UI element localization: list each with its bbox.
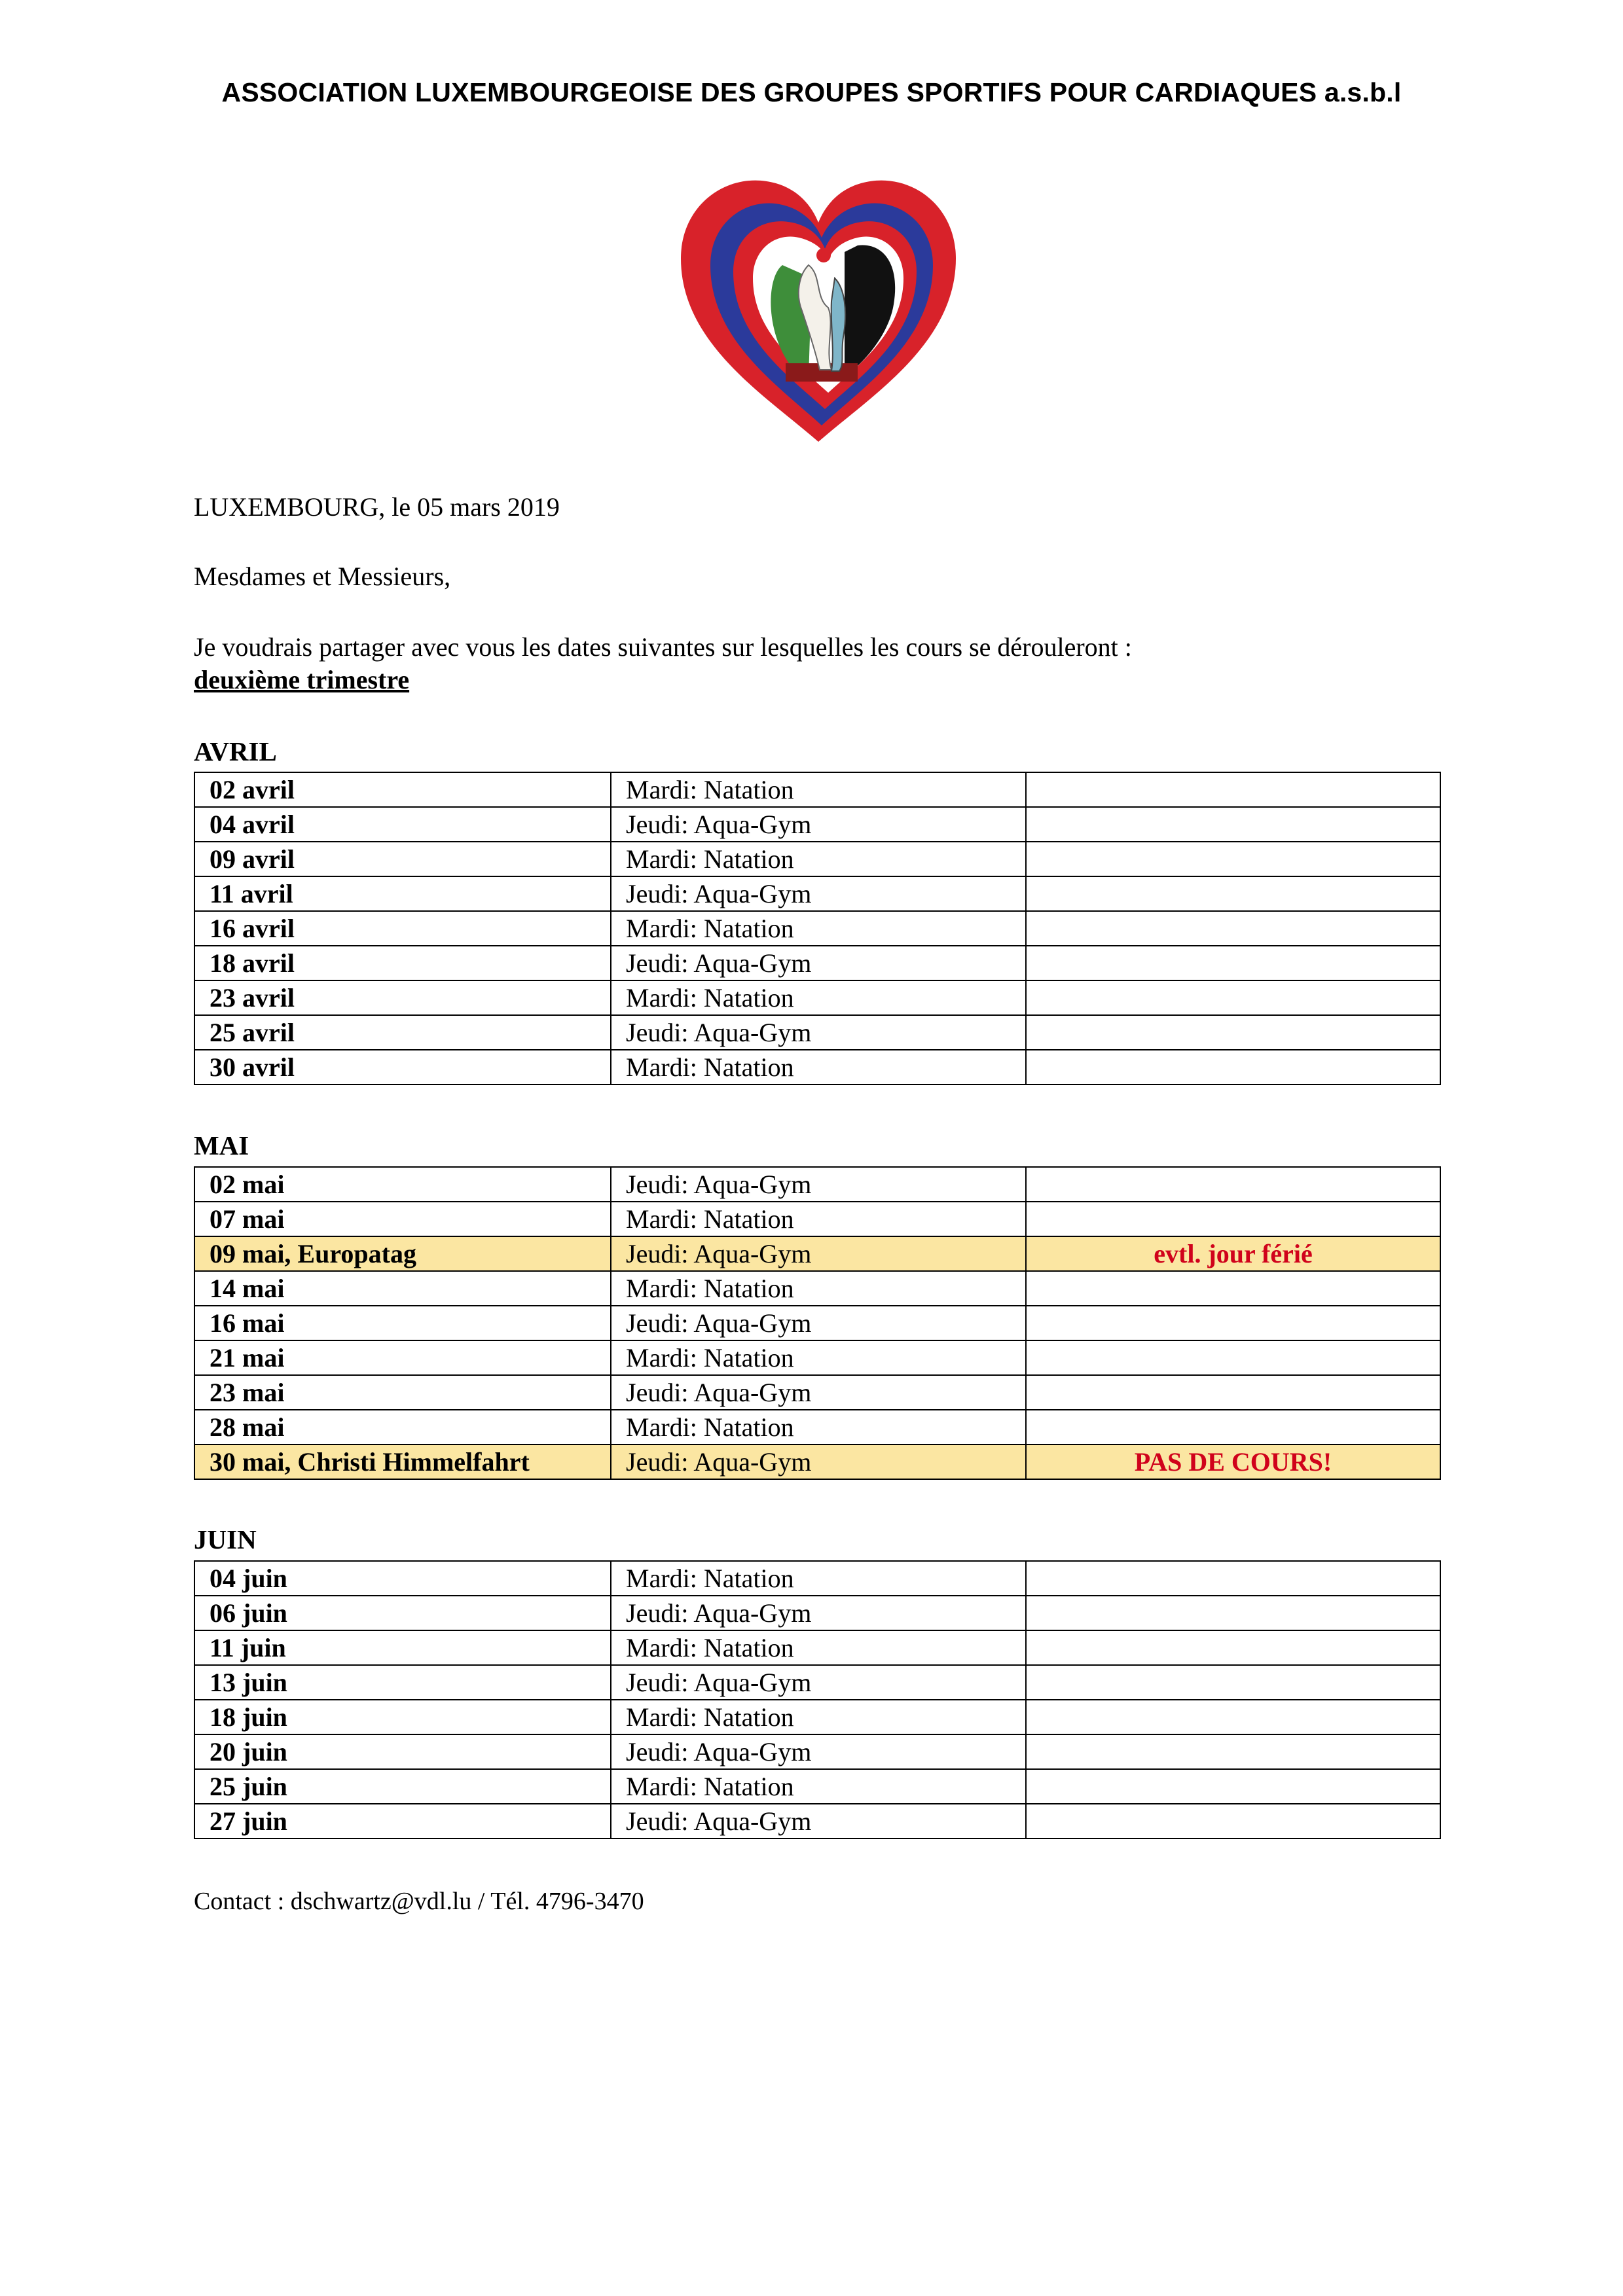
date-cell: 27 juin <box>194 1804 611 1839</box>
note-cell <box>1026 980 1440 1015</box>
table-row <box>194 1769 1440 1804</box>
table-row <box>194 1665 1440 1700</box>
date-cell: 11 juin <box>194 1630 611 1665</box>
activity-cell: Jeudi: Aqua-Gym <box>611 1306 1026 1340</box>
schedule-table-avril <box>194 772 1441 1085</box>
table-row <box>194 1202 1440 1236</box>
note-cell <box>1026 946 1440 980</box>
holiday-note: evtl. jour férié <box>1026 1236 1440 1271</box>
activity-cell: Mardi: Natation <box>611 980 1026 1015</box>
activity-cell: Mardi: Natation <box>611 911 1026 946</box>
note-cell <box>1026 1410 1440 1444</box>
date-cell: 09 avril <box>194 842 611 876</box>
table-row <box>194 911 1440 946</box>
date-cell: 11 avril <box>194 876 611 911</box>
schedule-table-juin <box>194 1560 1441 1839</box>
table-row <box>194 1167 1440 1202</box>
activity-cell: Mardi: Natation <box>611 1340 1026 1375</box>
note-cell <box>1026 1340 1440 1375</box>
activity-cell: Mardi: Natation <box>611 1202 1026 1236</box>
date-cell: 14 mai <box>194 1271 611 1306</box>
date-cell: 30 mai, Christi Himmelfahrt <box>194 1444 611 1479</box>
date-cell: 20 juin <box>194 1734 611 1769</box>
note-cell <box>1026 1700 1440 1734</box>
activity-cell: Mardi: Natation <box>611 1769 1026 1804</box>
date-cell: 06 juin <box>194 1596 611 1630</box>
table-row <box>194 1375 1440 1410</box>
month-heading-avril: AVRIL <box>194 736 277 766</box>
date-cell: 23 mai <box>194 1375 611 1410</box>
note-cell <box>1026 772 1440 807</box>
note-cell <box>1026 1734 1440 1769</box>
activity-cell: Jeudi: Aqua-Gym <box>611 1167 1026 1202</box>
note-cell <box>1026 1804 1440 1839</box>
date-cell: 16 mai <box>194 1306 611 1340</box>
activity-cell: Mardi: Natation <box>611 1700 1026 1734</box>
table-row <box>194 1700 1440 1734</box>
schedule-table-mai <box>194 1166 1441 1480</box>
intro-text: Je voudrais partager avec vous les dates suivantes sur lesquelles les cours se dérouleront : <box>194 632 1132 662</box>
table-row <box>194 1015 1440 1050</box>
activity-cell: Jeudi: Aqua-Gym <box>611 876 1026 911</box>
table-row <box>194 1630 1440 1665</box>
note-cell <box>1026 1596 1440 1630</box>
cancellation-note: PAS DE COURS! <box>1026 1444 1440 1479</box>
table-row <box>194 980 1440 1015</box>
date-cell: 04 juin <box>194 1561 611 1596</box>
activity-cell: Jeudi: Aqua-Gym <box>611 946 1026 980</box>
activity-cell: Jeudi: Aqua-Gym <box>611 1804 1026 1839</box>
date-cell: 04 avril <box>194 807 611 842</box>
note-cell <box>1026 1015 1440 1050</box>
activity-cell: Jeudi: Aqua-Gym <box>611 1015 1026 1050</box>
table-row-highlighted <box>194 1444 1440 1479</box>
date-cell: 02 avril <box>194 772 611 807</box>
note-cell <box>1026 876 1440 911</box>
activity-cell: Jeudi: Aqua-Gym <box>611 1375 1026 1410</box>
table-row <box>194 1596 1440 1630</box>
note-cell <box>1026 1271 1440 1306</box>
activity-cell: Mardi: Natation <box>611 1271 1026 1306</box>
note-cell <box>1026 911 1440 946</box>
table-row <box>194 807 1440 842</box>
note-cell <box>1026 1167 1440 1202</box>
date-cell: 25 avril <box>194 1015 611 1050</box>
table-row <box>194 1306 1440 1340</box>
contact-line: Contact : dschwartz@vdl.lu / Tél. 4796-3470 <box>194 1888 644 1915</box>
table-row <box>194 946 1440 980</box>
date-cell: 23 avril <box>194 980 611 1015</box>
date-cell: 18 avril <box>194 946 611 980</box>
date-cell: 28 mai <box>194 1410 611 1444</box>
table-row <box>194 842 1440 876</box>
note-cell <box>1026 1202 1440 1236</box>
note-cell <box>1026 1306 1440 1340</box>
heart-logo-icon <box>668 167 969 455</box>
table-row <box>194 876 1440 911</box>
activity-cell: Mardi: Natation <box>611 1410 1026 1444</box>
table-row <box>194 1050 1440 1085</box>
table-row <box>194 1734 1440 1769</box>
activity-cell: Mardi: Natation <box>611 1561 1026 1596</box>
table-row <box>194 1340 1440 1375</box>
note-cell <box>1026 1050 1440 1085</box>
date-cell: 09 mai, Europatag <box>194 1236 611 1271</box>
month-heading-juin: JUIN <box>194 1524 257 1554</box>
subtitle-trimestre: deuxième trimestre <box>194 665 410 694</box>
table-row <box>194 1804 1440 1839</box>
activity-cell: Jeudi: Aqua-Gym <box>611 1734 1026 1769</box>
date-cell: 25 juin <box>194 1769 611 1804</box>
note-cell <box>1026 807 1440 842</box>
table-row <box>194 1410 1440 1444</box>
date-cell: 21 mai <box>194 1340 611 1375</box>
table-row <box>194 1561 1440 1596</box>
place-date: LUXEMBOURG, le 05 mars 2019 <box>194 492 560 522</box>
activity-cell: Mardi: Natation <box>611 842 1026 876</box>
note-cell <box>1026 842 1440 876</box>
activity-cell: Jeudi: Aqua-Gym <box>611 1596 1026 1630</box>
note-cell <box>1026 1665 1440 1700</box>
salutation: Mesdames et Messieurs, <box>194 562 451 591</box>
activity-cell: Mardi: Natation <box>611 1050 1026 1085</box>
date-cell: 16 avril <box>194 911 611 946</box>
table-row-highlighted <box>194 1236 1440 1271</box>
table-row <box>194 1271 1440 1306</box>
activity-cell: Jeudi: Aqua-Gym <box>611 807 1026 842</box>
month-heading-mai: MAI <box>194 1130 249 1160</box>
date-cell: 07 mai <box>194 1202 611 1236</box>
date-cell: 18 juin <box>194 1700 611 1734</box>
activity-cell: Jeudi: Aqua-Gym <box>611 1236 1026 1271</box>
activity-cell: Mardi: Natation <box>611 772 1026 807</box>
association-title: ASSOCIATION LUXEMBOURGEOISE DES GROUPES SPORTIFS POUR CARDIAQUES a.s.b.l <box>221 77 1402 107</box>
date-cell: 30 avril <box>194 1050 611 1085</box>
note-cell <box>1026 1561 1440 1596</box>
activity-cell: Jeudi: Aqua-Gym <box>611 1444 1026 1479</box>
date-cell: 13 juin <box>194 1665 611 1700</box>
note-cell <box>1026 1769 1440 1804</box>
table-row <box>194 772 1440 807</box>
activity-cell: Jeudi: Aqua-Gym <box>611 1665 1026 1700</box>
note-cell <box>1026 1630 1440 1665</box>
date-cell: 02 mai <box>194 1167 611 1202</box>
note-cell <box>1026 1375 1440 1410</box>
activity-cell: Mardi: Natation <box>611 1630 1026 1665</box>
